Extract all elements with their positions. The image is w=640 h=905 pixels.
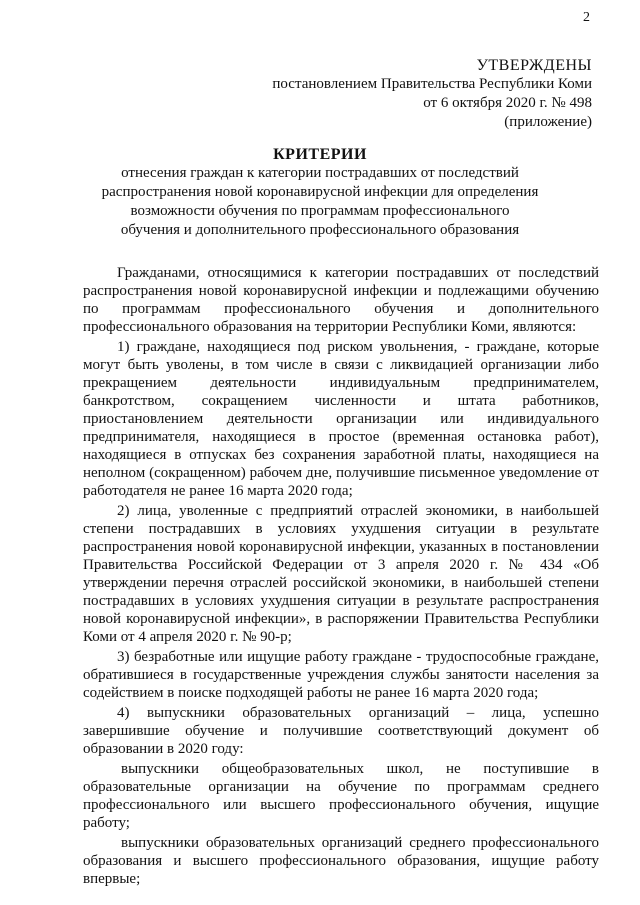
approval-line-3: (приложение) xyxy=(504,114,592,130)
criterion-paragraph-4: 4) выпускники образовательных организаций – лица, успешно завершившие обучение и получившие соответствующий документ об образовании в 2020 году: xyxy=(83,705,599,757)
document-body xyxy=(83,264,599,890)
intro-paragraph: Гражданами, относящимися к категории пострадавших от последствий распространения новой коронавирусной инфекции и подлежащими обучению по программам профессионального обучения и дополнительного профессионального образования на территории Республики Коми, являются: xyxy=(83,265,599,335)
page-number: 2 xyxy=(583,10,590,25)
document-subtitle: отнесения граждан к категории пострадавших от последствий распространения новой коронавирусной инфекции для определения возможности обучения по программам профессионального обучения и дополнительного профессионального образования xyxy=(101,165,539,238)
subparagraph-professional-graduates: выпускники образовательных организаций среднего профессионального образования и высшего профессионального образования, ищущие работу впервые; xyxy=(83,835,599,887)
approval-line-1: постановлением Правительства Республики Коми xyxy=(272,76,592,92)
approval-title: УТВЕРЖДЕНЫ xyxy=(476,57,592,74)
criterion-paragraph-2: 2) лица, уволенные с предприятий отраслей экономики, в наибольшей степени пострадавших в условиях ухудшения ситуации в результате распространения новой коронавирусной инфекции, указанных в постановлении Правительства Российской Федерации от 3 апреля 2020 г. № 434 «Об утверждении перечня отраслей российской экономики, в наибольшей степени пострадавших в условиях ухудшения ситуации в результате распространения новой коронавирусной инфекции», в распоряжении Правительства Республики Коми от 4 апреля 2020 г. № 90-р; xyxy=(83,503,599,645)
subparagraph-school-graduates: выпускники общеобразовательных школ, не поступившие в образовательные организации на обучение по программам среднего профессионального или высшего профессионального обучения, ищущие работу; xyxy=(83,761,599,831)
criterion-paragraph-3: 3) безработные или ищущие работу граждане - трудоспособные граждане, обратившиеся в государственные учреждения службы занятости населения за содействием в поиске подходящей работы не ранее 16 марта 2020 года; xyxy=(83,649,599,701)
approval-line-2: от 6 октября 2020 г. № 498 xyxy=(423,95,592,111)
criterion-paragraph-1: 1) граждане, находящиеся под риском увольнения, - граждане, которые могут быть уволены, в том числе в связи с ликвидацией организации либо прекращением деятельности индивидуальным предпринимателем, банкротством, сокращением численности и штата работников, приостановлением деятельности организации или индивидуального предпринимателя, находящиеся в простое (временная остановка работ), находящиеся в отпусках без сохранения заработной платы, находящиеся на неполном (сокращенном) рабочем дне, получившие письменное уведомление от работодателя не ранее 16 марта 2020 года; xyxy=(83,339,599,499)
approval-block xyxy=(192,56,592,132)
document-title: КРИТЕРИИ xyxy=(273,146,367,163)
